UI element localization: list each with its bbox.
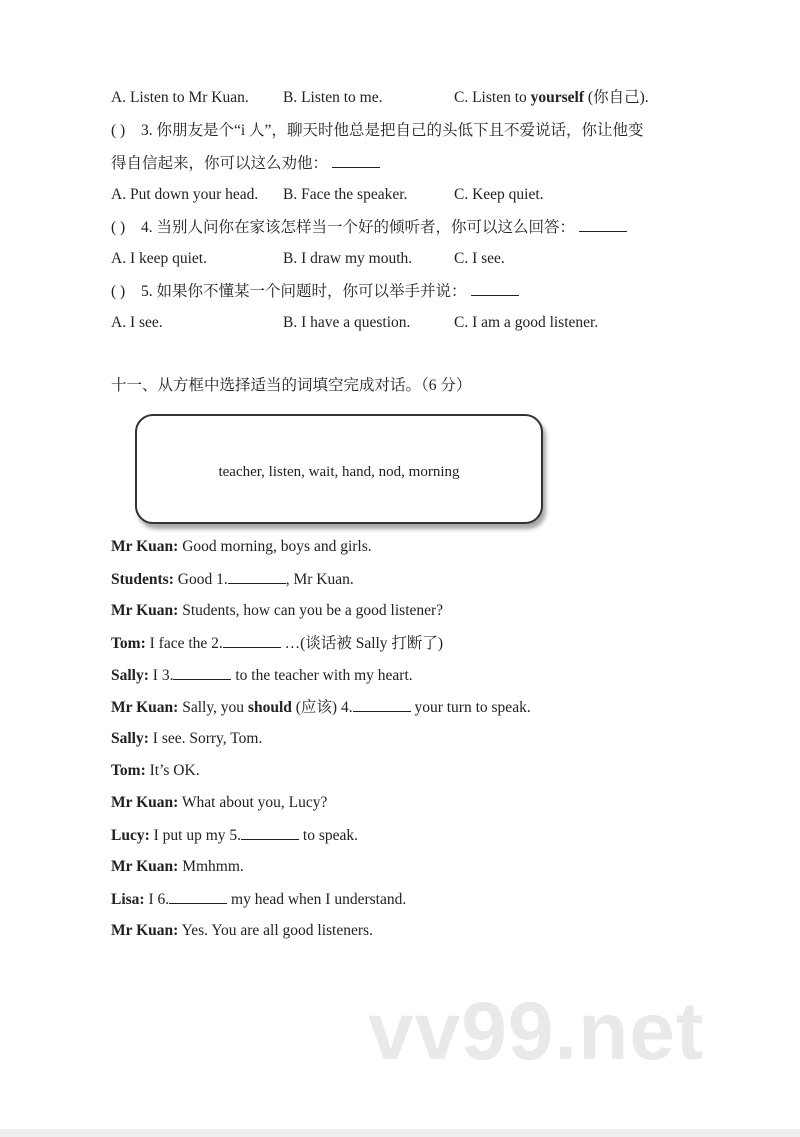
dialogue-line-5 (111, 665, 413, 686)
watermark: vv99.net (368, 986, 705, 1077)
dialogue-text: Good 1. (173, 571, 228, 588)
dialogue-text: It’s OK. (145, 762, 200, 779)
dialogue-speaker: Lisa: (111, 891, 145, 908)
dialogue-speaker: Mr Kuan: (111, 858, 179, 875)
dialogue-text: Sally, you (178, 699, 248, 716)
dialogue-speaker: Mr Kuan: (111, 922, 179, 939)
dialogue-text-after: …(谈话被 Sally 打断了) (280, 635, 444, 652)
dialogue-line-13 (111, 921, 373, 941)
dialogue-text-mid: (应该) 4. (291, 699, 353, 716)
q2-option-b: B. Listen to me. (283, 89, 383, 106)
dialogue-line-1 (111, 537, 372, 557)
q4-stem-text: 4. 当别人问你在家该怎样当一个好的倾听者，你可以这么回答： (141, 219, 576, 236)
dialogue-text-after: , Mr Kuan. (285, 571, 354, 588)
dialogue-line-8 (111, 761, 200, 781)
dialogue-text-after: to speak. (299, 827, 359, 844)
q2-option-c (454, 88, 649, 108)
dialogue-line-2 (111, 569, 354, 590)
dialogue-speaker: Mr Kuan: (111, 602, 179, 619)
dialogue-line-7 (111, 729, 262, 749)
dialogue-line-4 (111, 633, 443, 654)
dialogue-text: Students, how can you be a good listener? (178, 602, 444, 619)
dialogue-text: Mmhmm. (178, 858, 244, 875)
dialogue-text: I 3. (148, 667, 174, 684)
q3-option-a: A. Put down your head. (111, 186, 259, 203)
q3-option-c: C. Keep quiet. (454, 186, 544, 203)
dialogue-line-12 (111, 889, 406, 910)
blank-6[interactable] (169, 889, 227, 904)
dialogue-speaker: Sally: (111, 667, 149, 684)
dialogue-speaker: Lucy: (111, 827, 150, 844)
q3-stem-line1 (111, 121, 643, 141)
q2-option-a: A. Listen to Mr Kuan. (111, 89, 249, 106)
q3-answer-paren[interactable]: ( ) (111, 122, 126, 139)
dialogue-text-after: your turn to speak. (410, 699, 531, 716)
blank-1[interactable] (228, 569, 286, 584)
q3-stem-text1: 3. 你朋友是个“i 人”，聊天时他总是把自己的头低下且不爱说话，你让他变 (141, 122, 644, 139)
dialogue-line-6 (111, 697, 531, 718)
section-11-title: 十一、从方框中选择适当的词填空完成对话。（6 分） (111, 377, 472, 394)
q2-option-c-bold: yourself (530, 89, 585, 106)
q3-stem-text2: 得自信起来，你可以这么劝他： (111, 155, 329, 172)
blank-2[interactable] (223, 633, 281, 648)
q4-answer-paren[interactable]: ( ) (111, 219, 126, 236)
dialogue-speaker: Tom: (111, 762, 146, 779)
q2-option-c-text: C. Listen to (454, 89, 531, 106)
q2-option-c-gloss: (你自己). (584, 89, 649, 106)
dialogue-text: Good morning, boys and girls. (178, 538, 372, 555)
blank-5[interactable] (241, 825, 299, 840)
q5-stem (111, 281, 519, 302)
dialogue-speaker: Students: (111, 571, 174, 588)
dialogue-text: I put up my 5. (149, 827, 242, 844)
q5-option-b: B. I have a question. (283, 314, 411, 331)
dialogue-text: I see. Sorry, Tom. (148, 730, 263, 747)
q3-option-b: B. Face the speaker. (283, 186, 408, 203)
dialogue-text: What about you, Lucy? (178, 794, 328, 811)
dialogue-line-11 (111, 857, 244, 877)
dialogue-text-after: to the teacher with my heart. (231, 667, 413, 684)
word-bank-box (135, 414, 543, 524)
dialogue-text: Yes. You are all good listeners. (178, 922, 373, 939)
q4-option-a: A. I keep quiet. (111, 250, 207, 267)
page-bottom-edge (0, 1129, 800, 1137)
dialogue-speaker: Sally: (111, 730, 149, 747)
dialogue-line-10 (111, 825, 358, 846)
q3-stem-line2 (111, 153, 380, 174)
dialogue-speaker: Tom: (111, 635, 146, 652)
q4-option-c: C. I see. (454, 250, 505, 267)
q5-answer-paren[interactable]: ( ) (111, 283, 126, 300)
dialogue-speaker: Mr Kuan: (111, 538, 179, 555)
dialogue-bold-word: should (247, 699, 292, 716)
dialogue-text: I 6. (144, 891, 170, 908)
q5-option-c: C. I am a good listener. (454, 314, 599, 331)
q5-blank[interactable] (471, 281, 519, 296)
word-bank-words: teacher, listen, wait, hand, nod, morning (218, 464, 460, 480)
dialogue-text-after: my head when I understand. (227, 891, 407, 908)
dialogue-text: I face the 2. (145, 635, 223, 652)
dialogue-line-3 (111, 601, 443, 621)
q5-stem-text: 5. 如果你不懂某一个问题时，你可以举手并说： (141, 283, 467, 300)
q4-blank[interactable] (579, 217, 627, 232)
dialogue-speaker: Mr Kuan: (111, 794, 179, 811)
q4-option-b: B. I draw my mouth. (283, 250, 413, 267)
dialogue-line-9 (111, 793, 327, 813)
blank-4[interactable] (353, 697, 411, 712)
dialogue-speaker: Mr Kuan: (111, 699, 179, 716)
q3-blank[interactable] (332, 153, 380, 168)
q4-stem (111, 217, 627, 238)
q5-option-a: A. I see. (111, 314, 163, 331)
blank-3[interactable] (173, 665, 231, 680)
